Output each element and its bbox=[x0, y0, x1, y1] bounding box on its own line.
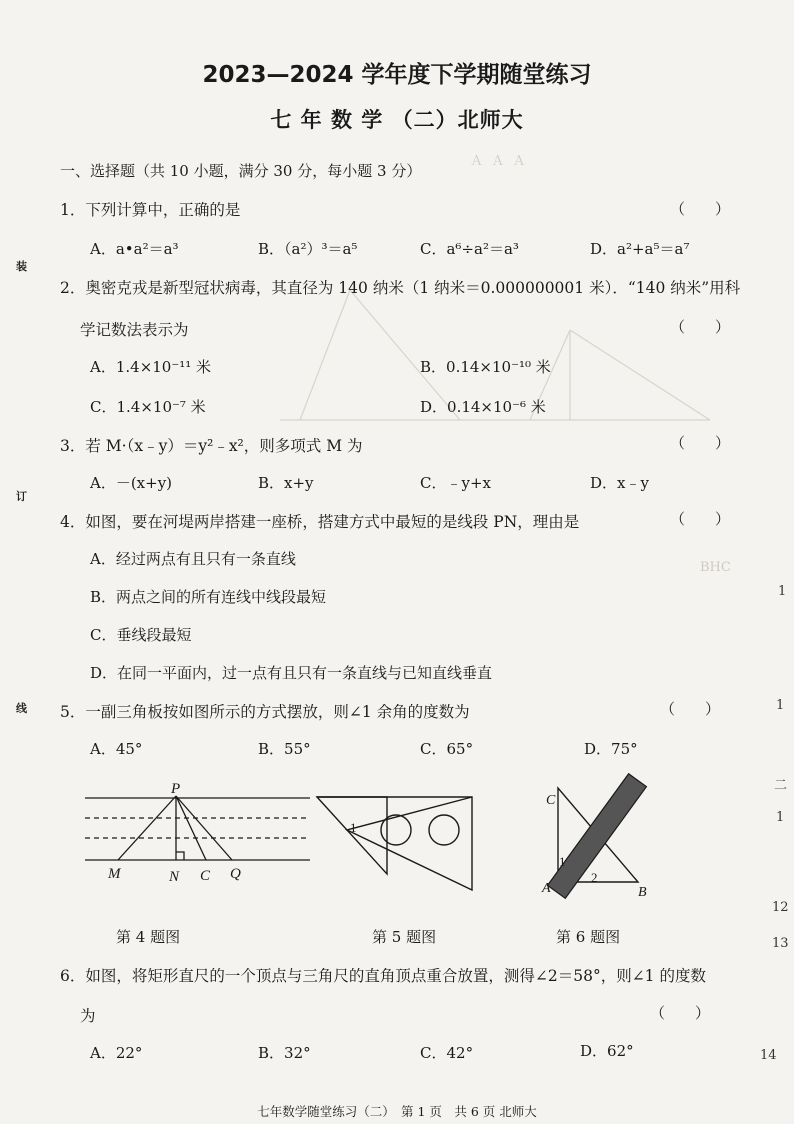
segment-pq bbox=[176, 796, 232, 860]
label-c: C bbox=[546, 793, 556, 808]
option-b: B．55° bbox=[258, 740, 311, 758]
option-b: B．（a²）³＝a⁵ bbox=[258, 240, 358, 258]
question-stem-continued: 为 bbox=[80, 1007, 96, 1025]
triangle-30-60 bbox=[347, 797, 472, 890]
answer-parentheses: （ ） bbox=[650, 1004, 711, 1022]
page-subtitle: 七 年 数 学 （二）北师大 bbox=[270, 108, 524, 132]
question-number: 5． bbox=[60, 703, 86, 721]
binding-mark: 线 bbox=[16, 702, 27, 715]
label-q: Q bbox=[230, 866, 241, 882]
edge-number: 二 bbox=[774, 778, 788, 793]
bleed-through-text: ВНС bbox=[700, 560, 731, 575]
question-stem: 如图，将矩形直尺的一个顶点与三角尺的直角顶点重合放置，测得∠2＝58°，则∠1 的度数 bbox=[85, 967, 706, 985]
question-6 bbox=[60, 964, 706, 986]
ruler-hole bbox=[381, 815, 411, 845]
right-angle-mark bbox=[176, 852, 184, 860]
question-stem-continued: 学记数法表示为 bbox=[80, 321, 189, 339]
option-d: D．75° bbox=[584, 740, 638, 758]
option-d: D．x﹣y bbox=[590, 474, 649, 492]
figure-5-triangle-set bbox=[312, 792, 482, 894]
option-d: D．0.14×10⁻⁶ 米 bbox=[420, 398, 546, 416]
figure-4-caption: 第 4 题图 bbox=[116, 928, 181, 946]
option-b: B．两点之间的所有连线中线段最短 bbox=[90, 588, 327, 606]
option-c: C．a⁶÷a²＝a³ bbox=[420, 240, 519, 258]
question-stem: 下列计算中，正确的是 bbox=[85, 201, 241, 219]
label-c: C bbox=[200, 868, 211, 884]
triangle-45 bbox=[317, 797, 387, 874]
option-d: D．在同一平面内，过一点有且只有一条直线与已知直线垂直 bbox=[90, 664, 493, 682]
label-b: B bbox=[638, 885, 647, 900]
option-c: C．65° bbox=[420, 740, 474, 758]
option-c: C．42° bbox=[420, 1044, 474, 1062]
option-a: A．45° bbox=[90, 740, 143, 758]
option-d: D．62° bbox=[580, 1042, 634, 1060]
edge-number: 1 bbox=[778, 584, 787, 599]
figure-4-river-bridge bbox=[80, 780, 320, 890]
question-5 bbox=[60, 700, 470, 722]
angle-1-label: 1 bbox=[350, 820, 357, 835]
label-n: N bbox=[169, 869, 180, 885]
question-3 bbox=[60, 434, 363, 456]
option-a: A．a•a²＝a³ bbox=[90, 240, 179, 258]
option-b: B．0.14×10⁻¹⁰ 米 bbox=[420, 358, 551, 376]
section-heading: 一、选择题（共 10 小题，满分 30 分，每小题 3 分） bbox=[60, 162, 422, 180]
option-b: B．x+y bbox=[258, 474, 314, 492]
edge-number: 12 bbox=[772, 900, 789, 915]
answer-parentheses: （ ） bbox=[670, 200, 731, 218]
question-number: 4． bbox=[60, 513, 86, 531]
option-a: A．1.4×10⁻¹¹ 米 bbox=[90, 358, 212, 376]
answer-parentheses: （ ） bbox=[670, 510, 731, 528]
page-footer: 七年数学随堂练习（二） 第 1 页 共 6 页 北师大 bbox=[257, 1104, 537, 1119]
question-2 bbox=[60, 276, 740, 298]
option-a: A．经过两点有且只有一条直线 bbox=[90, 550, 296, 568]
figure-6-ruler-triangle bbox=[536, 770, 666, 900]
question-number: 1． bbox=[60, 201, 86, 219]
question-number: 6． bbox=[60, 967, 86, 985]
edge-number: 14 bbox=[760, 1048, 777, 1063]
option-a: A．22° bbox=[90, 1044, 143, 1062]
ruler-hole bbox=[429, 815, 459, 845]
segment-pm bbox=[118, 796, 176, 860]
question-4 bbox=[60, 510, 579, 532]
option-c: C．﹣y+x bbox=[420, 474, 491, 492]
figure-5-caption: 第 5 题图 bbox=[372, 928, 437, 946]
question-number: 3． bbox=[60, 437, 86, 455]
angle-2-label: 2 bbox=[591, 870, 598, 885]
answer-parentheses: （ ） bbox=[660, 700, 721, 718]
question-stem: 一副三角板按如图所示的方式摆放，则∠1 余角的度数为 bbox=[85, 703, 470, 721]
binding-mark: 订 bbox=[16, 490, 27, 503]
option-a: A．－(x+y) bbox=[90, 474, 173, 492]
answer-parentheses: （ ） bbox=[670, 434, 731, 452]
bleed-through-text: Ａ Ａ Ａ bbox=[470, 154, 526, 169]
option-c: C．1.4×10⁻⁷ 米 bbox=[90, 398, 206, 416]
question-stem: 如图，要在河堤两岸搭建一座桥，搭建方式中最短的是线段 PN，理由是 bbox=[85, 513, 580, 531]
edge-number: 13 bbox=[772, 936, 789, 951]
label-p: P bbox=[171, 781, 181, 797]
binding-mark: 装 bbox=[16, 260, 27, 273]
figure-6-caption: 第 6 题图 bbox=[556, 928, 621, 946]
question-stem: 若 M·（x﹣y）＝y²﹣x²，则多项式 M 为 bbox=[85, 437, 363, 455]
option-b: B．32° bbox=[258, 1044, 311, 1062]
label-m: M bbox=[108, 866, 121, 882]
edge-number: 1 bbox=[776, 810, 785, 825]
option-c: C．垂线段最短 bbox=[90, 626, 192, 644]
page-title: 2023—2024 学年度下学期随堂练习 bbox=[202, 62, 592, 88]
question-number: 2． bbox=[60, 279, 86, 297]
question-1 bbox=[60, 198, 240, 220]
label-a: A bbox=[542, 881, 551, 896]
segment-pc bbox=[176, 796, 206, 860]
angle-1-label: 1 bbox=[559, 854, 566, 869]
option-d: D．a²+a⁵＝a⁷ bbox=[590, 240, 690, 258]
edge-number: 1 bbox=[776, 698, 785, 713]
question-stem: 奥密克戎是新型冠状病毒，其直径为 140 纳米（1 纳米＝0.000000001 米）．“140 纳米”用科 bbox=[85, 279, 741, 297]
answer-parentheses: （ ） bbox=[670, 318, 731, 336]
